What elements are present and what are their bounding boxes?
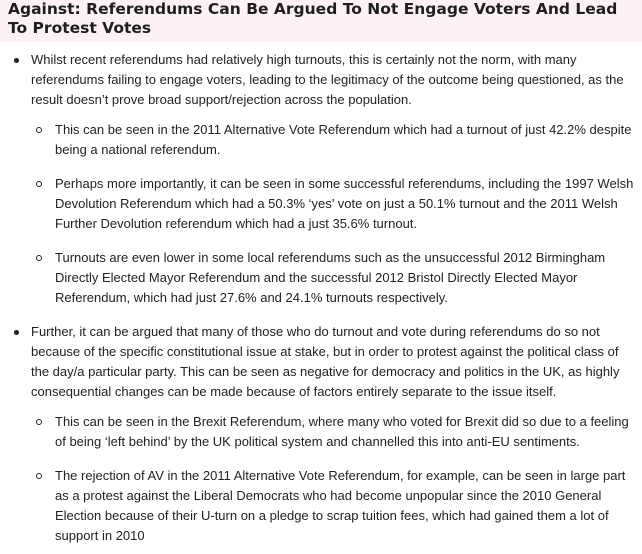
bullet-disc-icon	[14, 58, 19, 63]
sub-point	[31, 174, 634, 234]
argument-list	[0, 50, 642, 546]
sub-point	[31, 412, 634, 452]
sub-argument-list	[31, 412, 634, 546]
sub-argument-list	[31, 120, 634, 308]
section-heading: Against: Referendums Can Be Argued To Not Engage Voters And Lead To Protest Votes	[8, 0, 618, 37]
sub-point	[31, 120, 634, 160]
bullet-circle-icon	[36, 419, 42, 425]
sub-point-text: Turnouts are even lower in some local referendums such as the unsuccessful 2012 Birmingham Directly Elected Mayor Referendum and the successful 2012 Bristol Directly Elected Mayor Referendum, which had just 27.6% and 24.1% turnouts respectively.	[55, 250, 606, 305]
sub-point-text: This can be seen in the Brexit Referendum, where many who voted for Brexit did so due to a feeling of being ‘left behind’ by the UK political system and channelled this into anti-EU sentiments.	[55, 414, 629, 449]
bullet-disc-icon	[14, 330, 19, 335]
argument-point	[0, 322, 642, 546]
bullet-circle-icon	[36, 127, 42, 133]
argument-text: Whilst recent referendums had relatively high turnouts, this is certainly not the norm, with many referendums failing to engage voters, leading to the legitimacy of the outcome being questioned, as the result doesn’t prove broad support/rejection across the population.	[31, 52, 624, 107]
sub-point-text: This can be seen in the 2011 Alternative Vote Referendum which had a turnout of just 42.2% despite being a national referendum.	[55, 122, 632, 157]
heading-band	[0, 0, 642, 42]
argument-text: Further, it can be argued that many of those who do turnout and vote during referendums do so not because of the specific constitutional issue at stake, but in order to protest against the political class of the day/a particular party. This can be seen as negative for democracy and politics in the UK, as highly consequential changes can be made because of factors entirely separate to the issue itself.	[31, 324, 620, 399]
sub-point	[31, 248, 634, 308]
bullet-circle-icon	[36, 181, 42, 187]
sub-point-text: The rejection of AV in the 2011 Alternative Vote Referendum, for example, can be seen in large part as a protest against the Liberal Democrats who had become unpopular since the 2010 General Election because of their U-turn on a pledge to scrap tuition fees, which had gained them a lot of support in 2010	[55, 468, 626, 543]
sub-point	[31, 466, 634, 546]
bullet-circle-icon	[36, 473, 42, 479]
argument-point	[0, 50, 642, 308]
sub-point-text: Perhaps more importantly, it can be seen in some successful referendums, including the 1997 Welsh Devolution Referendum which had a 50.3% ‘yes’ vote on just a 50.1% turnout and the 2011 Welsh Further Devolution referendum which had a just 35.6% turnout.	[55, 176, 634, 231]
bullet-circle-icon	[36, 255, 42, 261]
